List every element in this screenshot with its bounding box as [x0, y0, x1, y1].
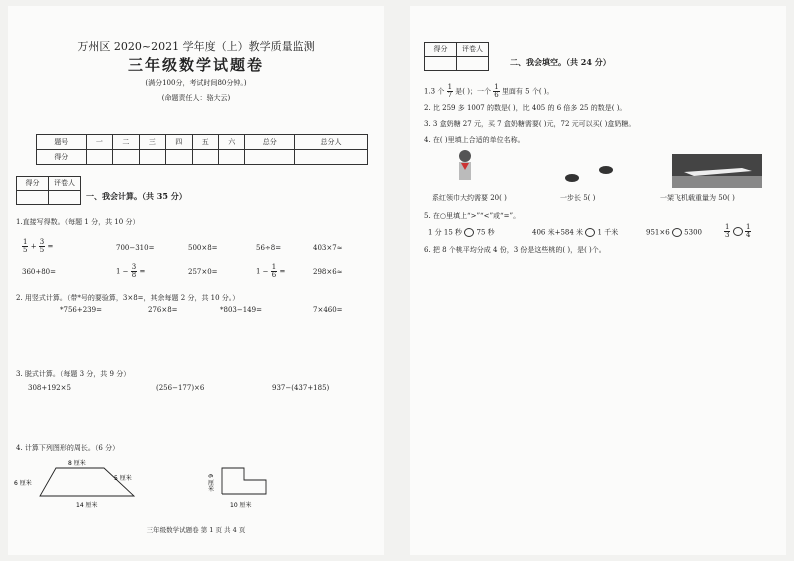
q3-title: 3. 脱式计算。（每题 3 分，共 9 分）	[16, 370, 131, 378]
fraction: $\frac{1}{7}$	[447, 83, 453, 99]
grader-score-input[interactable]	[17, 191, 49, 205]
f1-prefix: 1.3 个	[424, 87, 445, 96]
score-input-cell[interactable]	[218, 150, 244, 165]
unit-caption: 系红领巾大约需要 20( )	[432, 194, 507, 202]
q1-frac-item-2: 1 − $\frac{3}{8}$ =	[116, 263, 146, 279]
trap-right-label: 5 厘米	[114, 475, 132, 482]
score-input-cell[interactable]	[295, 150, 368, 165]
compare-left: 406 米+584 米	[532, 228, 584, 237]
poly-bottom-label: 10 厘米	[230, 502, 252, 509]
grader-score-label: 得分	[17, 177, 49, 191]
compare-row	[532, 228, 618, 237]
score-cell: 五	[192, 135, 218, 150]
q4-title: 4. 计算下列图形的周长。（6 分）	[16, 444, 120, 452]
head-shape	[459, 150, 471, 162]
fraction: $\frac{3}{5}$	[39, 238, 45, 254]
fill-q5: 5. 在○里填上“>”“<”或“=”。	[424, 212, 521, 220]
compare-circle[interactable]	[733, 227, 743, 236]
fraction: $\frac{1}{5}$	[23, 238, 28, 254]
compare-left: 1 分 15 秒	[428, 228, 463, 237]
footstep-shape	[599, 166, 613, 174]
score-input-cell[interactable]	[192, 150, 218, 165]
header-title: 万州区 2020~2021 学年度（上）教学质量监测	[77, 40, 315, 53]
compare-circle[interactable]	[464, 228, 474, 237]
q1-item: 500×8=	[188, 244, 218, 252]
fill-q4: 4. 在( )里填上合适的单位名称。	[424, 136, 525, 144]
fraction: $\frac{1}{6}$	[271, 263, 277, 279]
exam-title: 三年级数学试题卷	[127, 56, 264, 74]
q3-item: 937−(437+185)	[272, 384, 330, 392]
polygon-shape	[222, 468, 266, 494]
airplane-illustration	[672, 154, 762, 188]
trap-left-label: 6 厘米	[14, 480, 32, 487]
trapezoid-shape	[40, 468, 134, 496]
section1-title: 一、我会计算。（共 35 分）	[86, 191, 187, 201]
q1-frac-item-1: $\frac{1}{5}$ + $\frac{3}{5}$ =	[23, 238, 54, 254]
score-input-cell[interactable]	[166, 150, 192, 165]
footsteps-illustration	[560, 162, 620, 186]
polygon-figure	[196, 458, 296, 518]
score-input-cell[interactable]	[86, 150, 112, 165]
f1-suffix: 里面有 5 个( )。	[501, 87, 554, 96]
q1-item: 56÷8=	[256, 244, 282, 252]
grader-box	[424, 42, 489, 71]
grader-name-label: 评卷人	[457, 43, 489, 57]
compare-right: 5300	[684, 228, 702, 237]
fraction: $\frac{1}{3}$	[725, 223, 730, 239]
q1-item: 298×6≈	[313, 268, 343, 276]
fill-q1	[424, 84, 554, 99]
equals-sign: =	[139, 267, 146, 276]
q1-item: 403×7≈	[313, 244, 343, 252]
grader-name-label: 评卷人	[49, 177, 81, 191]
q1-frac-item-3: 1 − $\frac{1}{6}$ =	[256, 263, 286, 279]
grader-name-input[interactable]	[49, 191, 81, 205]
fill-q6: 6. 把 8 个桃平均分成 4 份，3 份是这些桃的( )，是( )个。	[424, 246, 606, 254]
compare-circle[interactable]	[672, 228, 682, 237]
score-cell: 三	[139, 135, 165, 150]
author-line: (命题责任人：骆大云)	[161, 94, 231, 102]
q2-item: *756+239=	[60, 306, 102, 314]
section2-title: 二、我会填空。（共 24 分）	[510, 57, 611, 67]
compare-right: 1 千米	[597, 228, 619, 237]
score-table-score-row	[37, 150, 368, 165]
trap-top-label: 8 厘米	[68, 460, 86, 467]
child-scarf-illustration	[450, 148, 480, 190]
grader-name-input[interactable]	[457, 57, 489, 71]
score-input-cell[interactable]	[113, 150, 139, 165]
fraction: $\frac{1}{6}$	[494, 83, 499, 99]
fill-q2: 2. 比 259 多 1007 的数是( )，比 405 的 6 倍多 25 的数是( )。	[424, 104, 627, 112]
score-cell: 六	[218, 135, 244, 150]
compare-row-fraction	[724, 224, 751, 239]
q2-item: 7×460=	[313, 306, 343, 314]
right-page	[410, 6, 786, 555]
trapezoid-figure	[10, 458, 160, 514]
poly-side-label: 6 厘米	[206, 474, 214, 492]
compare-row	[646, 228, 702, 237]
q2-item: 276×8=	[148, 306, 178, 314]
score-cell: 题号	[37, 135, 87, 150]
f1-middle: 是( )；一个	[455, 87, 491, 96]
q2-item: *803−149=	[220, 306, 262, 314]
runway-shape	[672, 176, 762, 188]
score-table-header-row	[37, 135, 368, 150]
equals-sign: =	[279, 267, 286, 276]
score-cell: 二	[113, 135, 139, 150]
score-cell: 总分人	[295, 135, 368, 150]
grader-score-label: 得分	[425, 43, 457, 57]
left-page	[8, 6, 384, 555]
score-cell: 总分	[245, 135, 295, 150]
q3-item: (256−177)×6	[156, 384, 205, 392]
fill-q3: 3. 3 盒奶糖 27 元，买 7 盒奶糖需要( )元，72 元可以买( )盒奶糖。	[424, 120, 636, 128]
compare-left: 951×6	[646, 228, 670, 237]
equals-sign: =	[47, 242, 54, 251]
fraction: $\frac{3}{8}$	[131, 263, 137, 279]
grader-score-input[interactable]	[425, 57, 457, 71]
score-input-cell[interactable]	[245, 150, 295, 165]
footer-left: 三年级数学试题卷 第 1 页 共 4 页	[146, 526, 246, 535]
q1-item: 257×0=	[188, 268, 218, 276]
q1-item: 360+80=	[22, 268, 56, 276]
unit-caption: 一架飞机载重量为 50( )	[660, 194, 735, 202]
score-input-cell[interactable]	[139, 150, 165, 165]
q2-title: 2. 用竖式计算。（带*号的要验算，3×8=，其余每题 2 分，共 10 分。）	[16, 294, 240, 302]
compare-right: 75 秒	[476, 228, 495, 237]
score-cell: 一	[86, 135, 112, 150]
score-cell: 得分	[37, 150, 87, 165]
score-cell: 四	[166, 135, 192, 150]
grader-box	[16, 176, 81, 205]
q3-item: 308+192×5	[28, 384, 71, 392]
compare-circle[interactable]	[585, 228, 595, 237]
trap-bottom-label: 14 厘米	[76, 502, 98, 509]
exam-info: (满分100分，考试时间80分钟。)	[145, 79, 247, 87]
q1-title: 1.直接写得数。（每题 1 分，共 10 分）	[16, 218, 140, 226]
q1-item: 700−310=	[116, 244, 155, 252]
fraction: $\frac{1}{4}$	[745, 223, 751, 239]
compare-row	[428, 228, 495, 237]
score-table	[36, 134, 368, 165]
footstep-shape	[565, 174, 579, 182]
unit-caption: 一步长 5( )	[560, 194, 596, 202]
